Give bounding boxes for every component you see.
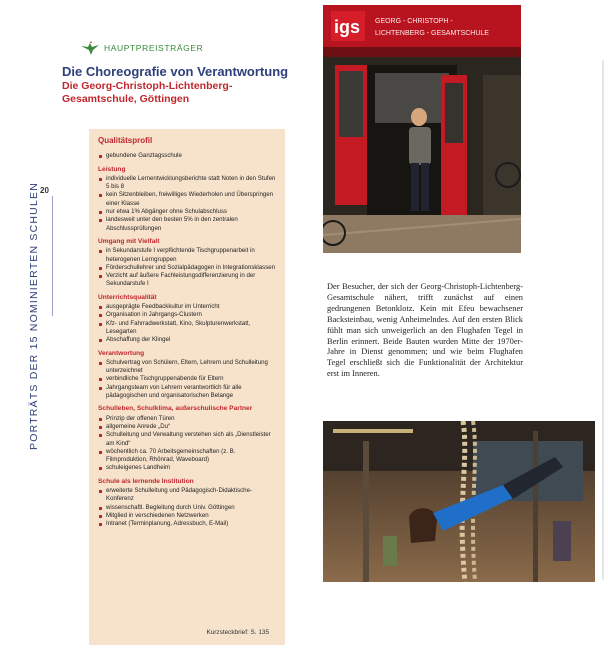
list-item: erweiterte Schulleitung und Pädagogisch-Didaktische-Konferenz xyxy=(98,487,277,504)
list-item: nur etwa 1% Abgänger ohne Schulabschluss xyxy=(98,208,277,216)
list-item: Organisation in Jahrgangs-Clustern xyxy=(98,311,277,319)
profile-title: Qualitätsprofil xyxy=(98,136,153,145)
list-item: ausgeprägte Feedbackkultur im Unterricht xyxy=(98,303,277,311)
list-item: kein Sitzenbleiben, freiwilliges Wiederholen und Überspringen einer Klasse xyxy=(98,191,277,208)
list-item: schuleigenes Landheim xyxy=(98,464,277,472)
list-item: in Sekundarstufe I verpflichtende Tischgruppenarbeit in heterogenen Lerngruppen xyxy=(98,247,277,264)
profile-intro-list xyxy=(98,152,277,160)
page-edge xyxy=(602,60,604,580)
profile-section-list xyxy=(98,247,277,288)
profile-section-title: Unterrichtsqualität xyxy=(98,293,157,301)
profile-section-title: Schulleben, Schulklima, außerschulische Partner xyxy=(98,405,253,413)
list-item: individuelle Lernentwicklungsberichte statt Noten in den Stufen 5 bis 8 xyxy=(98,175,277,192)
list-item: Abschaffung der Klingel xyxy=(98,336,277,344)
profile-section-title: Verantwortung xyxy=(98,349,145,357)
list-item: Schulvertrag von Schülern, Eltern, Lehrern und Schulleitung unterzeichnet xyxy=(98,359,277,376)
side-divider xyxy=(52,196,53,316)
student-climbing-photo xyxy=(323,421,595,582)
quality-profile-box xyxy=(89,129,285,645)
award-label xyxy=(80,40,203,56)
page-number: 20 xyxy=(40,186,49,195)
award-text: HAUPTPREISTRÄGER xyxy=(104,43,204,53)
article-subtitle: Die Georg-Christoph-Lichtenberg-Gesamtschule, Göttingen xyxy=(62,80,233,105)
profile-section-list xyxy=(98,487,277,528)
profile-section-title: Schule als lernende Institution xyxy=(98,477,194,485)
list-item: Verzicht auf äußere Fachleistungsdifferenzierung in der Sekundarstufe I xyxy=(98,272,277,289)
sign-text-line1: GEORG - CHRISTOPH - xyxy=(375,18,453,25)
list-item: Prinzip der offenen Türen xyxy=(98,415,277,423)
profile-section-list xyxy=(98,415,277,473)
list-item: Mitglied in verschiedenen Netzwerken xyxy=(98,512,277,520)
list-item: landesweit unter den besten 5% in den zentralen Abschlussprüfungen xyxy=(98,216,277,233)
profile-section-list xyxy=(98,175,277,233)
side-section-title: PORTRÄTS DER 15 NOMINIERTEN SCHULEN xyxy=(28,182,40,450)
profile-section-list xyxy=(98,359,277,400)
article-body: Der Besucher, der sich der Georg-Christoph-Lichtenberg-Gesamtschule nähert, trifft zunächst auf einen gedrungenen Betonklotz. Kein mit Efeu bewachsener Backsteinbau, wenig Anheimelndes. Auf den ersten Blick fühlt man sich unweigerlich an den Flughafen Tegel in Berlin erinnert. Beide Bauten wurden Mitte der 1970er-Jahre in Dienst genommen; und wie beim Flughafen Tegel erschließt sich die Funktionalität der Architektur erst im Inneren. xyxy=(327,282,523,379)
bird-logo-icon xyxy=(80,40,100,56)
sign-logo-text: igs xyxy=(334,17,361,37)
school-entrance-photo xyxy=(323,5,521,253)
profile-section-title: Umgang mit Vielfalt xyxy=(98,237,160,245)
list-item: Intranet (Terminplanung, Adressbuch, E-Mail) xyxy=(98,520,277,528)
profile-section-title: Leistung xyxy=(98,165,126,173)
list-item: Jahrgangsteam von Lehrern verantwortlich für alle pädagogischen und organisatorischen Belange xyxy=(98,384,277,401)
article-title: Die Choreografie von Verantwortung xyxy=(62,64,289,79)
list-item: wissenschaftl. Begleitung durch Univ. Göttingen xyxy=(98,504,277,512)
profile-section-list xyxy=(98,303,277,344)
list-item: Kfz- und Fahrradwerkstatt, Kino, Skulpturenwerkstatt, Lesegarten xyxy=(98,320,277,337)
list-item: gebundene Ganztagsschule xyxy=(98,152,277,160)
list-item: allgemeine Anrede „Du“ xyxy=(98,423,277,431)
list-item: Förderschullehrer und Sozialpädagogen in Integrationsklassen xyxy=(98,264,277,272)
profile-reference: Kurzsteckbrief: S. 135 xyxy=(206,628,269,636)
sign-text-line2: LICHTENBERG - GESAMTSCHULE xyxy=(375,30,489,37)
list-item: verbindliche Tischgruppenabende für Eltern xyxy=(98,375,277,383)
list-item: wöchentlich ca. 70 Arbeitsgemeinschaften (z. B. Filmproduktion, Rhönrad, Waveboard) xyxy=(98,448,277,465)
list-item: Schulleitung und Verwaltung verstehen sich als „Dienstleister am Kind“ xyxy=(98,431,277,448)
